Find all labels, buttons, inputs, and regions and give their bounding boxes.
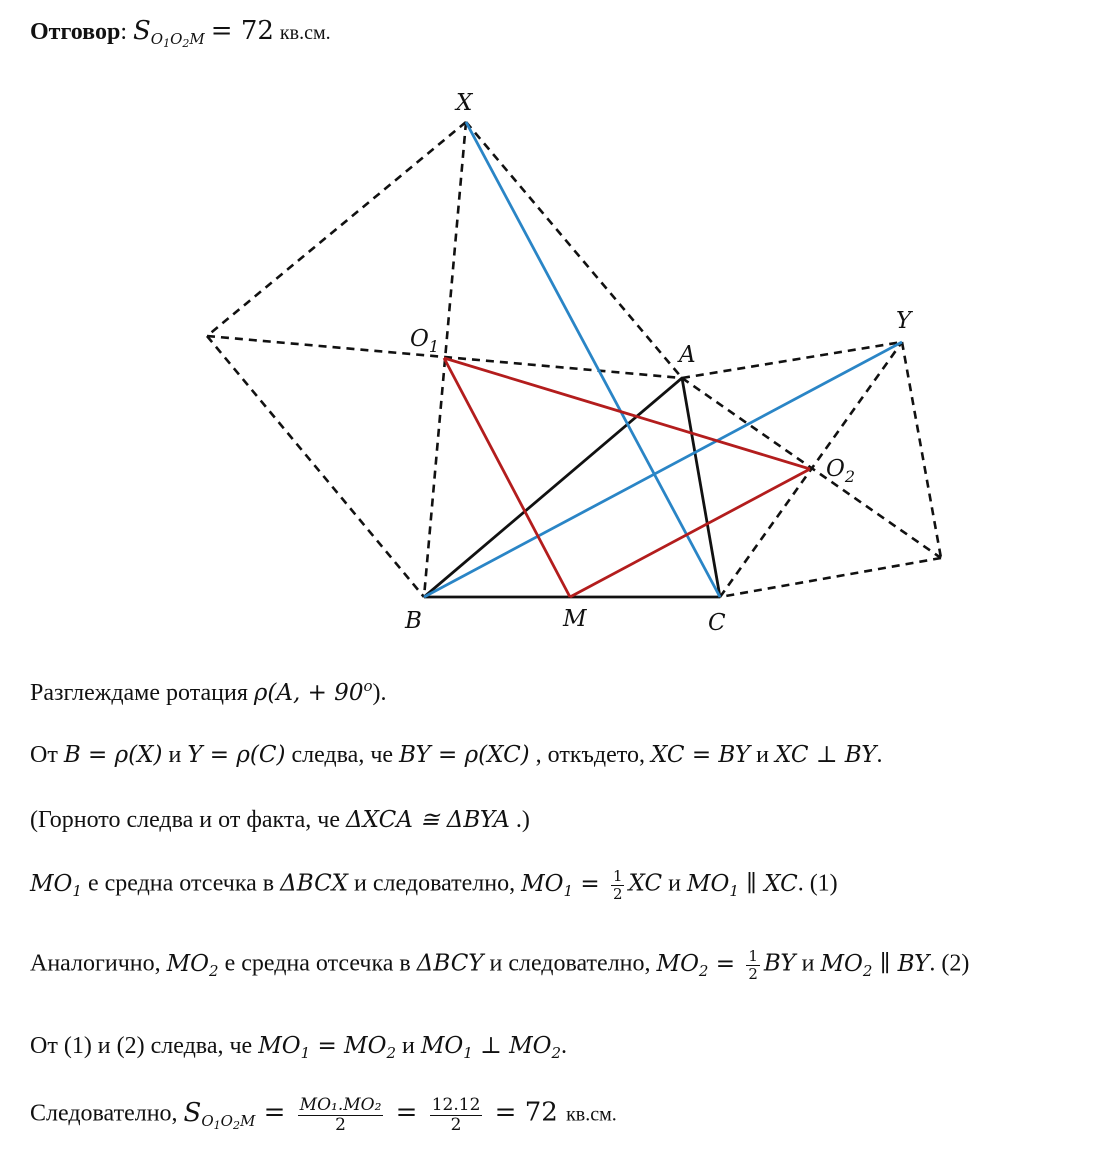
label-y: Y xyxy=(896,308,912,334)
formula-y-rho-c: Y = ρ(C) xyxy=(187,742,286,768)
dashed-line xyxy=(207,336,424,597)
answer-label: Отговор xyxy=(30,19,121,45)
segment-o1-m xyxy=(444,358,570,597)
formula-by-rho-xc: BY = ρ(XC) xyxy=(399,742,530,768)
text-line-6 xyxy=(30,1032,567,1062)
text-fragment: Следователно, xyxy=(30,1100,184,1127)
formula-mo2-parallel: $MO_2$ ∥ BY xyxy=(820,950,930,980)
formula-xc-perp-by: XC ⊥ BY xyxy=(774,742,877,768)
label-x: X xyxy=(456,90,473,116)
label-o1: $O_1$ xyxy=(410,326,440,356)
text-fragment: и xyxy=(162,742,188,768)
text-fragment: , откъдето, xyxy=(529,742,651,768)
dashed-line xyxy=(466,122,682,378)
dashed-line xyxy=(720,558,941,597)
text-fragment: и xyxy=(750,742,775,768)
text-fragment: . xyxy=(561,1033,568,1059)
label-c: C xyxy=(708,610,726,636)
formula-mo1-half: $MO_1$ = xyxy=(521,870,607,900)
formula-mo1-perp-mo2: $MO_1$ ⊥ $MO_2$ xyxy=(420,1033,562,1062)
label-b: B xyxy=(405,608,422,634)
formula-xc: XC xyxy=(628,870,663,897)
formula-mo1-parallel: $MO_1$ ∥ XC xyxy=(686,870,798,900)
formula-mo2: $MO_2$ xyxy=(166,950,219,980)
formula-triangle-bcy: ΔBCY xyxy=(416,950,484,977)
rotation-end: ). xyxy=(372,680,387,706)
fraction-half: $\frac{1}{2}$ xyxy=(748,947,758,983)
segment-o1-o2 xyxy=(444,358,810,469)
dashed-line xyxy=(207,122,466,336)
formula-triangle-bcx: ΔBCX xyxy=(280,870,349,897)
answer-area-symbol: $S_{O_1O_2M}$ xyxy=(132,16,205,50)
rotation-text: Разглеждаме ротация xyxy=(30,680,254,706)
rotation-formula: ρ(A, + $90^o$ xyxy=(253,677,373,706)
text-fragment: . (1) xyxy=(797,870,838,897)
text-line-3 xyxy=(30,806,530,835)
result-value: = 72 xyxy=(486,1097,567,1128)
equals-sign: = xyxy=(255,1097,294,1128)
fraction-mo1-mo2: $\frac{\text{MO₁.MO₂}}{2}$ xyxy=(299,1095,382,1135)
red-triangle xyxy=(444,358,810,597)
text-fragment: е средна отсечка в xyxy=(218,950,417,977)
text-fragment: . xyxy=(876,742,883,768)
text-fragment: От (1) и (2) следва, че xyxy=(30,1033,259,1059)
formula-by: BY xyxy=(763,950,796,977)
text-line-7 xyxy=(30,1096,617,1134)
text-fragment: От xyxy=(30,742,64,768)
text-fragment: Аналогично, xyxy=(30,950,167,977)
dashed-line xyxy=(902,342,941,558)
label-o2: $O_2$ xyxy=(826,456,856,486)
fraction-12-12: $\frac{12.12}{2}$ xyxy=(431,1095,481,1135)
dashed-lines xyxy=(207,122,941,597)
answer-unit: кв.см. xyxy=(279,22,331,44)
text-fragment: е средна отсечка в xyxy=(81,870,281,897)
label-a: A xyxy=(679,342,696,368)
text-fragment: следва, че xyxy=(285,742,400,768)
equals-sign: = xyxy=(387,1097,426,1128)
triangle-abc xyxy=(424,378,720,597)
text-fragment: и xyxy=(795,950,821,977)
dashed-line xyxy=(720,342,902,597)
blue-segments xyxy=(424,122,902,597)
result-unit: кв.см. xyxy=(566,1103,617,1126)
text-fragment: и следователно, xyxy=(348,870,522,897)
text-fragment: (Горното следва и от факта, че xyxy=(30,807,347,833)
answer-colon: : xyxy=(120,19,127,45)
label-m: M xyxy=(563,606,587,632)
formula-mo1: $MO_1$ xyxy=(30,870,82,900)
text-line-rotation xyxy=(30,677,386,708)
formula-b-rho-x: B = ρ(X) xyxy=(63,742,163,768)
text-line-2 xyxy=(30,741,882,770)
formula-mo1-eq-mo2: $MO_1 = MO_2$ xyxy=(258,1033,397,1062)
text-fragment: . (2) xyxy=(929,950,970,977)
formula-xc-eq-by: XC = BY xyxy=(650,742,751,768)
answer-value: = 72 xyxy=(210,16,274,46)
segment-m-o2 xyxy=(570,469,810,597)
text-line-5 xyxy=(30,948,969,982)
formula-mo2-half: $MO_2$ = xyxy=(656,950,743,980)
text-fragment: и xyxy=(662,870,687,897)
text-fragment: и следователно, xyxy=(483,950,657,977)
formula-congruence: ΔXCA ≅ ΔBYA xyxy=(346,807,510,833)
text-line-4 xyxy=(30,868,838,902)
text-fragment: .) xyxy=(509,807,530,833)
text-fragment: и xyxy=(396,1033,421,1059)
area-symbol: $S_{O_1O_2M}$ xyxy=(183,1097,256,1132)
fraction-half: $\frac{1}{2}$ xyxy=(612,867,623,903)
